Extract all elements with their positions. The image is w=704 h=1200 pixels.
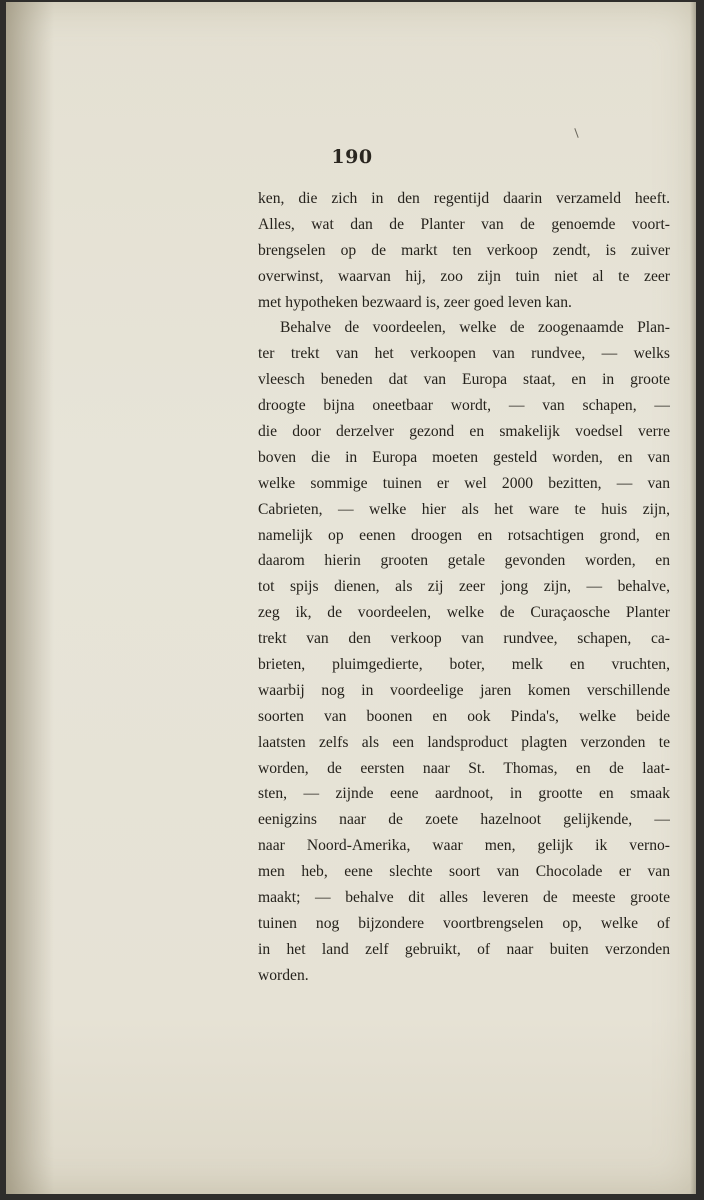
text-line: eenigzins naar de zoete hazelnoot gelijkende, — bbox=[258, 811, 670, 829]
text-line: waarbij nog in voordeelige jaren komen verschillende bbox=[258, 681, 670, 699]
text-line: worden, de eersten naar St. Thomas, en de laat- bbox=[258, 759, 670, 777]
text-line: Cabrieten, — welke hier als het ware te huis zijn, bbox=[258, 500, 670, 518]
text-line: maakt; — behalve dit alles leveren de meeste groote bbox=[258, 889, 670, 907]
text-line: droogte bijna oneetbaar wordt, — van schapen, — bbox=[258, 397, 670, 415]
text-line: tot spijs dienen, als zij zeer jong zijn, — behalve, bbox=[258, 578, 670, 596]
page-number: 190 bbox=[331, 146, 373, 168]
text-line: ken, die zich in den regentijd daarin verzameld heeft. bbox=[258, 190, 670, 207]
text-line: boven die in Europa moeten gesteld worden, en van bbox=[258, 448, 670, 466]
text-line: soorten van boonen en ook Pinda's, welke beide bbox=[258, 707, 670, 725]
text-line: met hypotheken bezwaard is, zeer goed leven kan. bbox=[258, 293, 572, 311]
text-line: tuinen nog bijzondere voortbrengselen op, welke of bbox=[258, 914, 670, 932]
text-line: welke sommige tuinen er wel 2000 bezitten, — van bbox=[258, 474, 670, 492]
text-line: die door derzelver gezond en smakelijk voedsel verre bbox=[258, 423, 670, 441]
text-line: in het land zelf gebruikt, of naar buiten verzonden bbox=[258, 940, 670, 958]
text-line: zeg ik, de voordeelen, welke de Curaçaosche Planter bbox=[258, 604, 670, 622]
text-line: men heb, eene slechte soort van Chocolade er van bbox=[258, 863, 670, 881]
text-line: worden. bbox=[258, 966, 309, 984]
text-line: overwinst, waarvan hij, zoo zijn tuin niet al te zeer bbox=[258, 267, 670, 285]
text-line: ter trekt van het verkoopen van rundvee, — welks bbox=[258, 345, 670, 363]
text-line: sten, — zijnde eene aardnoot, in grootte en smaak bbox=[258, 785, 670, 803]
text-line: laatsten zelfs als een landsproduct plagten verzonden te bbox=[258, 733, 670, 751]
text-line: daarom hierin grooten getale gevonden worden, en bbox=[258, 552, 670, 570]
text-line: brengselen op de markt ten verkoop zendt, is zuiver bbox=[258, 241, 670, 259]
text-line: brieten, pluimgedierte, boter, melk en vruchten, bbox=[258, 656, 670, 674]
body-text bbox=[258, 186, 670, 989]
text-line: trekt van den verkoop van rundvee, schapen, ca- bbox=[258, 630, 670, 648]
gutter-shadow bbox=[6, 2, 54, 1194]
text-line: Behalve de voordeelen, welke de zoogenaamde Plan- bbox=[280, 319, 670, 337]
text-line: naar Noord-Amerika, waar men, gelijk ik verno- bbox=[258, 837, 670, 855]
text-line: namelijk op eenen droogen en rotsachtigen grond, en bbox=[258, 526, 670, 544]
page-edge bbox=[690, 2, 696, 1194]
text-line: vleesch beneden dat van Europa staat, en in groote bbox=[258, 371, 670, 389]
text-line: Alles, wat dan de Planter van de genoemde voort- bbox=[258, 215, 670, 233]
